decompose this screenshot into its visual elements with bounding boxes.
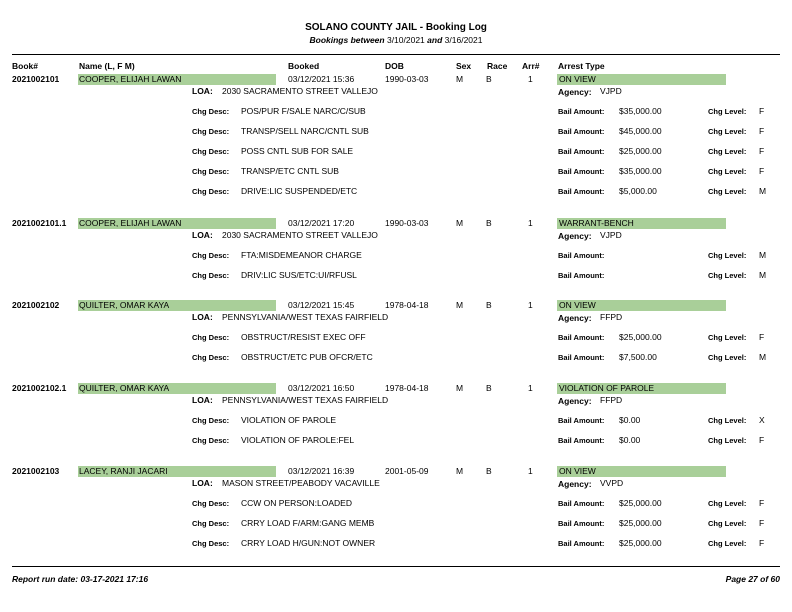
charge-level: M bbox=[759, 270, 767, 280]
agency: FFPD bbox=[600, 395, 623, 405]
race: B bbox=[486, 466, 492, 476]
chg-desc-label: Chg Desc: bbox=[192, 436, 230, 445]
bail-amount-label: Bail Amount: bbox=[558, 499, 605, 508]
sex: M bbox=[456, 383, 464, 393]
inmate-name: LACEY, RANJI JACARI bbox=[79, 466, 168, 476]
charge-description: VIOLATION OF PAROLE:FEL bbox=[241, 435, 355, 445]
chg-level-label: Chg Level: bbox=[708, 167, 747, 176]
bail-amount-label: Bail Amount: bbox=[558, 436, 605, 445]
agency-label: Agency: bbox=[558, 479, 592, 489]
chg-desc-label: Chg Desc: bbox=[192, 107, 230, 116]
bail-amount: $7,500.00 bbox=[619, 352, 657, 362]
charge-level: F bbox=[759, 538, 765, 548]
charge-description: CCW ON PERSON:LOADED bbox=[241, 498, 352, 508]
bail-amount: $25,000.00 bbox=[619, 146, 662, 156]
chg-level-label: Chg Level: bbox=[708, 251, 747, 260]
subtitle-conj: and bbox=[427, 35, 443, 45]
booked-datetime: 03/12/2021 16:39 bbox=[288, 466, 355, 476]
page-number: Page 27 of 60 bbox=[725, 574, 780, 584]
report-subtitle bbox=[0, 35, 792, 45]
bail-amount-label: Bail Amount: bbox=[558, 353, 605, 362]
bail-amount: $35,000.00 bbox=[619, 106, 662, 116]
location-of-arrest: PENNSYLVANIA/WEST TEXAS FAIRFIELD bbox=[222, 312, 389, 322]
chg-level-label: Chg Level: bbox=[708, 539, 747, 548]
chg-level-label: Chg Level: bbox=[708, 499, 747, 508]
inmate-name: COOPER, ELIJAH LAWAN bbox=[79, 74, 182, 84]
chg-level-label: Chg Level: bbox=[708, 271, 747, 280]
agency: VJPD bbox=[600, 86, 622, 96]
chg-desc-label: Chg Desc: bbox=[192, 499, 230, 508]
charge-description: POSS CNTL SUB FOR SALE bbox=[241, 146, 354, 156]
header-divider bbox=[12, 54, 780, 55]
loa-label: LOA: bbox=[192, 86, 213, 96]
sex: M bbox=[456, 74, 464, 84]
book-number: 2021002103 bbox=[12, 466, 60, 476]
chg-desc-label: Chg Desc: bbox=[192, 271, 230, 280]
bail-amount-label: Bail Amount: bbox=[558, 539, 605, 548]
book-number: 2021002102.1 bbox=[12, 383, 67, 393]
agency-label: Agency: bbox=[558, 396, 592, 406]
col-arr: Arr# bbox=[522, 61, 540, 71]
charge-description: CRRY LOAD H/GUN:NOT OWNER bbox=[241, 538, 376, 548]
col-booked: Booked bbox=[288, 61, 320, 71]
chg-level-label: Chg Level: bbox=[708, 416, 747, 425]
charge-level: F bbox=[759, 106, 765, 116]
date-of-birth: 1990-03-03 bbox=[385, 74, 429, 84]
bail-amount-label: Bail Amount: bbox=[558, 519, 605, 528]
chg-desc-label: Chg Desc: bbox=[192, 416, 230, 425]
arrest-number: 1 bbox=[528, 466, 533, 476]
charge-description: CRRY LOAD F/ARM:GANG MEMB bbox=[241, 518, 375, 528]
loa-label: LOA: bbox=[192, 312, 213, 322]
race: B bbox=[486, 300, 492, 310]
bail-amount: $5,000.00 bbox=[619, 186, 657, 196]
arrest-type: ON VIEW bbox=[559, 300, 596, 310]
booked-datetime: 03/12/2021 15:45 bbox=[288, 300, 355, 310]
col-arrest-type: Arrest Type bbox=[558, 61, 605, 71]
start-date: 3/10/2021 bbox=[386, 35, 425, 45]
bail-amount: $25,000.00 bbox=[619, 498, 662, 508]
chg-desc-label: Chg Desc: bbox=[192, 187, 230, 196]
bail-amount-label: Bail Amount: bbox=[558, 416, 605, 425]
arrest-type: ON VIEW bbox=[559, 74, 596, 84]
end-date: 3/16/2021 bbox=[444, 35, 483, 45]
arrest-type: WARRANT-BENCH bbox=[559, 218, 634, 228]
footer-divider bbox=[12, 566, 780, 567]
col-dob: DOB bbox=[385, 61, 404, 71]
chg-desc-label: Chg Desc: bbox=[192, 251, 230, 260]
chg-level-label: Chg Level: bbox=[708, 187, 747, 196]
chg-desc-label: Chg Desc: bbox=[192, 333, 230, 342]
agency-label: Agency: bbox=[558, 313, 592, 323]
subtitle-prefix: Bookings between bbox=[309, 35, 385, 45]
charge-level: X bbox=[759, 415, 765, 425]
col-name: Name (L, F M) bbox=[79, 61, 135, 71]
charge-level: F bbox=[759, 146, 765, 156]
book-number: 2021002101 bbox=[12, 74, 60, 84]
book-number: 2021002101.1 bbox=[12, 218, 67, 228]
charge-description: OBSTRUCT/ETC PUB OFCR/ETC bbox=[241, 352, 373, 362]
arrest-type: ON VIEW bbox=[559, 466, 596, 476]
bail-amount-label: Bail Amount: bbox=[558, 271, 605, 280]
date-of-birth: 1978-04-18 bbox=[385, 300, 429, 310]
col-race: Race bbox=[487, 61, 508, 71]
chg-level-label: Chg Level: bbox=[708, 107, 747, 116]
chg-level-label: Chg Level: bbox=[708, 519, 747, 528]
agency: VJPD bbox=[600, 230, 622, 240]
arrest-number: 1 bbox=[528, 383, 533, 393]
sex: M bbox=[456, 218, 464, 228]
charge-level: F bbox=[759, 126, 765, 136]
bail-amount-label: Bail Amount: bbox=[558, 251, 605, 260]
charge-level: F bbox=[759, 518, 765, 528]
sex: M bbox=[456, 466, 464, 476]
inmate-name: QUILTER, OMAR KAYA bbox=[79, 300, 170, 310]
bail-amount-label: Bail Amount: bbox=[558, 147, 605, 156]
bail-amount: $25,000.00 bbox=[619, 538, 662, 548]
race: B bbox=[486, 218, 492, 228]
booked-datetime: 03/12/2021 15:36 bbox=[288, 74, 355, 84]
loa-label: LOA: bbox=[192, 230, 213, 240]
charge-description: FTA:MISDEMEANOR CHARGE bbox=[241, 250, 362, 260]
agency: FFPD bbox=[600, 312, 623, 322]
chg-desc-label: Chg Desc: bbox=[192, 539, 230, 548]
chg-desc-label: Chg Desc: bbox=[192, 167, 230, 176]
bail-amount: $25,000.00 bbox=[619, 518, 662, 528]
book-number: 2021002102 bbox=[12, 300, 60, 310]
location-of-arrest: 2030 SACRAMENTO STREET VALLEJO bbox=[222, 86, 378, 96]
arrest-number: 1 bbox=[528, 218, 533, 228]
bail-amount: $45,000.00 bbox=[619, 126, 662, 136]
date-of-birth: 1990-03-03 bbox=[385, 218, 429, 228]
bail-amount: $35,000.00 bbox=[619, 166, 662, 176]
charge-level: M bbox=[759, 352, 767, 362]
arrest-type: VIOLATION OF PAROLE bbox=[559, 383, 655, 393]
charge-level: F bbox=[759, 332, 765, 342]
bail-amount-label: Bail Amount: bbox=[558, 187, 605, 196]
charge-description: TRANSP/ETC CNTL SUB bbox=[241, 166, 339, 176]
chg-desc-label: Chg Desc: bbox=[192, 353, 230, 362]
charge-level: F bbox=[759, 435, 765, 445]
report-title: SOLANO COUNTY JAIL - Booking Log bbox=[305, 22, 487, 33]
bail-amount-label: Bail Amount: bbox=[558, 107, 605, 116]
sex: M bbox=[456, 300, 464, 310]
charge-description: VIOLATION OF PAROLE bbox=[241, 415, 337, 425]
bail-amount-label: Bail Amount: bbox=[558, 127, 605, 136]
agency-label: Agency: bbox=[558, 231, 592, 241]
location-of-arrest: PENNSYLVANIA/WEST TEXAS FAIRFIELD bbox=[222, 395, 389, 405]
chg-level-label: Chg Level: bbox=[708, 436, 747, 445]
charge-description: DRIV:LIC SUS/ETC:UI/RFUSL bbox=[241, 270, 357, 280]
chg-desc-label: Chg Desc: bbox=[192, 127, 230, 136]
inmate-name: QUILTER, OMAR KAYA bbox=[79, 383, 170, 393]
bail-amount-label: Bail Amount: bbox=[558, 333, 605, 342]
charge-description: POS/PUR F/SALE NARC/C/SUB bbox=[241, 106, 366, 116]
chg-level-label: Chg Level: bbox=[708, 127, 747, 136]
race: B bbox=[486, 383, 492, 393]
bail-amount: $0.00 bbox=[619, 435, 641, 445]
col-book: Book# bbox=[12, 61, 38, 71]
bail-amount-label: Bail Amount: bbox=[558, 167, 605, 176]
chg-level-label: Chg Level: bbox=[708, 333, 747, 342]
agency-label: Agency: bbox=[558, 87, 592, 97]
report-run-date: Report run date: 03-17-2021 17:16 bbox=[12, 574, 149, 584]
loa-label: LOA: bbox=[192, 478, 213, 488]
date-of-birth: 1978-04-18 bbox=[385, 383, 429, 393]
arrest-number: 1 bbox=[528, 74, 533, 84]
charge-description: DRIVE:LIC SUSPENDED/ETC bbox=[241, 186, 358, 196]
chg-desc-label: Chg Desc: bbox=[192, 519, 230, 528]
date-of-birth: 2001-05-09 bbox=[385, 466, 429, 476]
charge-level: F bbox=[759, 498, 765, 508]
charge-level: M bbox=[759, 186, 767, 196]
charge-level: M bbox=[759, 250, 767, 260]
loa-label: LOA: bbox=[192, 395, 213, 405]
arrest-number: 1 bbox=[528, 300, 533, 310]
booked-datetime: 03/12/2021 17:20 bbox=[288, 218, 355, 228]
chg-level-label: Chg Level: bbox=[708, 147, 747, 156]
race: B bbox=[486, 74, 492, 84]
bail-amount: $25,000.00 bbox=[619, 332, 662, 342]
bail-amount: $0.00 bbox=[619, 415, 641, 425]
booked-datetime: 03/12/2021 16:50 bbox=[288, 383, 355, 393]
chg-level-label: Chg Level: bbox=[708, 353, 747, 362]
charge-description: OBSTRUCT/RESIST EXEC OFF bbox=[241, 332, 366, 342]
charge-level: F bbox=[759, 166, 765, 176]
location-of-arrest: 2030 SACRAMENTO STREET VALLEJO bbox=[222, 230, 378, 240]
col-sex: Sex bbox=[456, 61, 472, 71]
inmate-name: COOPER, ELIJAH LAWAN bbox=[79, 218, 182, 228]
location-of-arrest: MASON STREET/PEABODY VACAVILLE bbox=[222, 478, 380, 488]
charge-description: TRANSP/SELL NARC/CNTL SUB bbox=[241, 126, 369, 136]
chg-desc-label: Chg Desc: bbox=[192, 147, 230, 156]
agency: VVPD bbox=[600, 478, 624, 488]
